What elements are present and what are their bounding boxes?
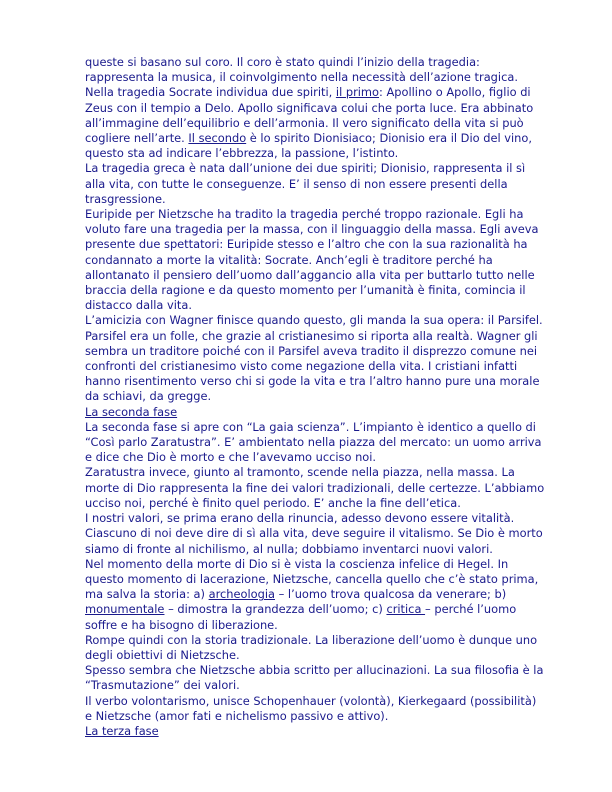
paragraph-trasmutazione: Spesso sembra che Nietzsche abbia scritto per allucinazioni. La sua filosofia è la “Trasmutazione” dei valori.	[85, 663, 544, 693]
text-segment: – perché l’uomo soffre e ha bisogno di liberazione.	[85, 602, 517, 632]
text-segment: : Apollino o Apollo, figlio di Zeus con il tempio a Delo. Apollo significava colui che porta luce. Era abbinato all’immagine dell’equilibrio e dell’armonia. Il vero significato della vita si può cogliere nell’arte.	[85, 85, 534, 146]
paragraph-zaratustra: Zaratustra invece, giunto al tramonto, scende nella piazza, nella massa. La morte di Dio rappresenta la fine dei valori tradizionali, delle certezze. L’abbiamo ucciso noi, perché è finito quel periodo. E’ anche la fine dell’etica.	[85, 465, 545, 510]
paragraph-gaia-scienza: La seconda fase si apre con “La gaia scienza”. L’impianto è identico a quello di “Così parlo Zaratustra”. E’ ambientato nella piazza del mercato: un uomo arriva e dice che Dio è morto e che l’avevamo ucciso noi.	[85, 419, 542, 465]
text-segment: Nel momento della morte di Dio si è vista la coscienza infelice di Hegel. In questo momento di lacerazione, Nietzsche, cancella quello che c’è stato prima, ma salva la storia: a)	[85, 556, 539, 602]
paragraph-hegel	[85, 557, 545, 633]
heading-seconda-fase[interactable]: La seconda fase	[85, 404, 178, 419]
text-segment: è lo spirito Dionisiaco; Dionisio era il Dio del vino, questo sta ad indicare l’ebbrezza, la passione, l’istinto.	[85, 131, 532, 161]
text-segment: Nella tragedia Socrate individua due spiriti,	[85, 85, 336, 100]
link-monumentale[interactable]: monumentale	[85, 602, 165, 617]
text-segment: – dimostra la grandezza dell’uomo; c)	[164, 602, 387, 617]
paragraph-storia-tradizionale: Rompe quindi con la storia tradizionale. La liberazione dell’uomo è dunque uno degli obiettivi di Nietzsche.	[85, 632, 538, 662]
paragraph-wagner: L’amicizia con Wagner finisce quando questo, gli manda la sua opera: il Parsifel. Parsifel era un folle, che grazie al cristianesimo si riporta alla realtà. Wagner gli sembra un traditore poiché con il Parsifel aveva tradito il disprezzo comune nei confronti del cristianesimo visto come negazione della vita. I cristiani infatti hanno risentimento verso chi si gode la vita e tra l’altro hanno pure una morale da schiavi, da gregge.	[85, 313, 543, 404]
paragraph-volontarismo: Il verbo volontarismo, unisce Schopenhauer (volontà), Kierkegaard (possibilità) e Nietzsche (amor fati e nichelismo passivo e attivo).	[85, 693, 537, 723]
paragraph-tragedia-greca: La tragedia greca è nata dall’unione dei due spiriti; Dionisio, rappresenta il sì alla vita, con tutte le conseguenze. E’ il senso di non essere presenti della trasgressione.	[85, 161, 526, 206]
document-body	[85, 55, 545, 739]
paragraph-due-spiriti	[85, 85, 545, 161]
paragraph-coro: queste si basano sul coro. Il coro è stato quindi l’inizio della tragedia: rappresenta la musica, il coinvolgimento nella necessità dell’azione tragica.	[85, 55, 518, 85]
link-il-secondo[interactable]: Il secondo	[188, 131, 247, 146]
paragraph-valori: I nostri valori, se prima erano della rinuncia, adesso devono essere vitalità. Ciascuno di noi deve dire di sì alla vita, deve seguire il vitalismo. Se Dio è morto siamo di fronte al nichilismo, al nulla; dobbiamo inventarci nuovi valori.	[85, 511, 543, 556]
paragraph-euripide: Euripide per Nietzsche ha tradito la tragedia perché troppo razionale. Egli ha voluto fare una tragedia per la massa, con il linguaggio della massa. Egli aveva presente due spettatori: Euripide stesso e l’altro che con la sua razionalità ha condannato a morte la vitalità: Socrate. Anch’egli è traditore perché ha allontanato il pensiero dell’uomo dall’aggancio alla vita per buttarlo tutto nelle braccia della ragione e da questo momento per l’umanità è finita, comincia il distacco dalla vita.	[85, 207, 539, 313]
link-critica[interactable]: critica	[386, 602, 426, 617]
heading-terza-fase[interactable]: La terza fase	[85, 723, 159, 738]
link-il-primo[interactable]: il primo	[335, 85, 379, 100]
text-segment: – l’uomo trova qualcosa da venerare; b)	[274, 587, 507, 602]
link-archeologia[interactable]: archeologia	[208, 587, 275, 602]
